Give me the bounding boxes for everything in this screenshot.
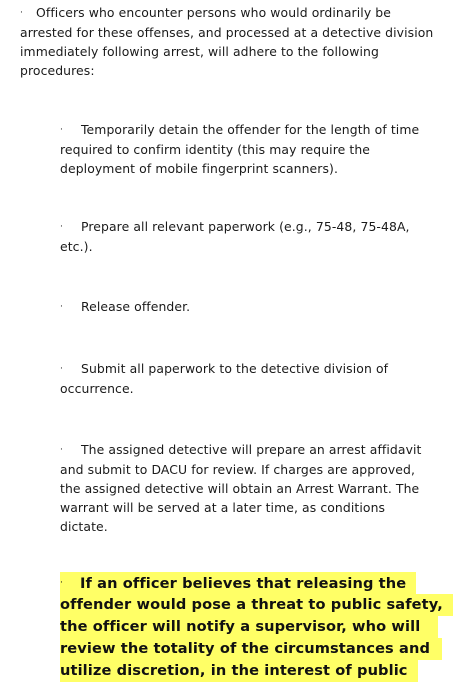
procedure-item-4 [60,359,455,398]
intro-paragraph [20,3,450,80]
item-1-line-3: deployment of mobile fingerprint scanners). [60,161,339,176]
item-5-line-1 [60,440,455,460]
item-3-line-1 [60,297,455,317]
item-5-line-3: the assigned detective will obtain an Arrest Warrant. The [60,481,420,496]
intro-text-1: Officers who encounter persons who would ordinarily be [36,5,391,20]
bullet-icon: · [60,445,63,455]
bullet-icon: · [60,222,63,232]
procedure-item-2 [60,217,455,256]
highlight-line-3: the officer will notify a supervisor, who will [60,616,438,638]
item-5-line-2: and submit to DACU for review. If charges are approved, [60,462,415,477]
highlight-line-4: review the totality of the circumstances and [60,638,442,660]
bullet-icon: · [60,125,63,135]
item-5-line-5: dictate. [60,519,108,534]
highlight-text-1: If an officer believes that releasing the [80,575,407,592]
bullet-icon: · [60,302,63,312]
item-5-line-4: warrant will be served at a later time, as conditions [60,500,386,515]
item-2-text-1: Prepare all relevant paperwork (e.g., 75-48, 75-48A, [81,219,410,234]
highlight-line-5: utilize discretion, in the interest of public [60,660,418,682]
highlight-line-2: offender would pose a threat to public safety, [60,594,453,616]
item-2-line-1 [60,217,455,237]
item-4-text-1: Submit all paperwork to the detective division of [81,361,389,376]
item-2-line-2: etc.). [60,239,93,254]
item-1-line-1 [60,120,455,140]
bullet-icon: · [20,8,23,18]
bullet-icon: · [60,364,63,374]
item-5-text-1: The assigned detective will prepare an arrest affidavit [81,442,422,457]
bullet-icon: · [60,578,63,588]
item-4-line-2: occurrence. [60,381,134,396]
intro-line-1 [20,3,450,23]
item-3-text-1: Release offender. [81,299,191,314]
item-1-line-2: required to confirm identity (this may require the [60,142,371,157]
item-4-line-1 [60,359,455,379]
procedure-item-1 [60,120,455,178]
intro-line-2: arrested for these offenses, and processed at a detective division [20,25,434,40]
intro-line-4: procedures: [20,63,95,78]
highlighted-warning-paragraph [60,572,455,682]
item-1-text-1: Temporarily detain the offender for the length of time [81,122,420,137]
highlight-line-1 [60,572,416,594]
intro-line-3: immediately following arrest, will adhere to the following [20,44,379,59]
procedure-item-5 [60,440,455,536]
procedure-item-3 [60,297,455,317]
